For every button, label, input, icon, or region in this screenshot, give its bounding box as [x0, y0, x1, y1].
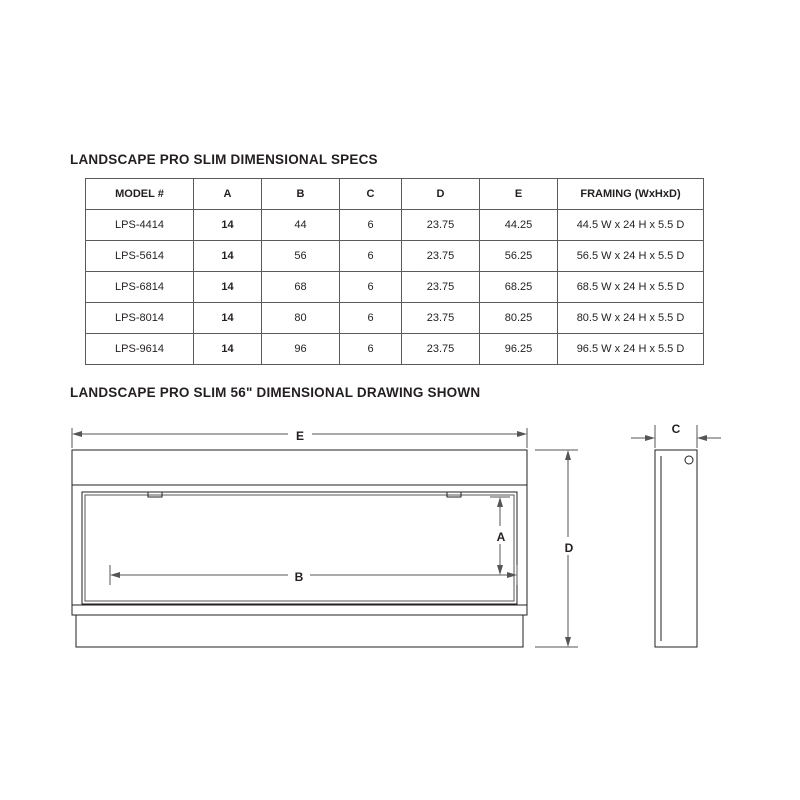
- arrow-a-bottom: [497, 565, 503, 575]
- dimensional-specs-table: [85, 178, 704, 365]
- front-bottom-trim: [72, 605, 527, 615]
- arrow-a-top: [497, 497, 503, 507]
- front-body-outline: [72, 485, 527, 615]
- column-header-a: A: [194, 179, 262, 210]
- dimensional-drawing: [0, 400, 800, 690]
- cell-e: 44.25: [480, 210, 558, 241]
- cell-d: 23.75: [402, 303, 480, 334]
- cell-b: 80: [262, 303, 340, 334]
- cell-d: 23.75: [402, 334, 480, 365]
- arrow-c-right: [697, 435, 707, 441]
- cell-model: LPS-4414: [86, 210, 194, 241]
- front-top-cap: [72, 450, 527, 485]
- cell-a: 14: [194, 303, 262, 334]
- cell-c: 6: [340, 303, 402, 334]
- side-vent-hole: [685, 456, 693, 464]
- cell-e: 56.25: [480, 241, 558, 272]
- table-row: [86, 303, 704, 334]
- table-row: [86, 210, 704, 241]
- arrow-e-left: [72, 431, 82, 437]
- cell-a: 14: [194, 272, 262, 303]
- cell-model: LPS-9614: [86, 334, 194, 365]
- cell-a: 14: [194, 334, 262, 365]
- cell-a: 14: [194, 241, 262, 272]
- cell-a: 14: [194, 210, 262, 241]
- cell-b: 56: [262, 241, 340, 272]
- cell-e: 80.25: [480, 303, 558, 334]
- table-row: [86, 334, 704, 365]
- cell-framing: 56.5 W x 24 H x 5.5 D: [558, 241, 704, 272]
- front-glass-opening: [82, 492, 517, 604]
- cell-model: LPS-6814: [86, 272, 194, 303]
- dim-label-c: C: [671, 422, 681, 436]
- cell-d: 23.75: [402, 210, 480, 241]
- specs-title: LANDSCAPE PRO SLIM DIMENSIONAL SPECS: [70, 152, 378, 167]
- arrow-b-left: [110, 572, 120, 578]
- dim-label-e: E: [295, 429, 305, 443]
- cell-framing: 96.5 W x 24 H x 5.5 D: [558, 334, 704, 365]
- table-row: [86, 272, 704, 303]
- cell-framing: 68.5 W x 24 H x 5.5 D: [558, 272, 704, 303]
- cell-c: 6: [340, 210, 402, 241]
- arrow-d-top: [565, 450, 571, 460]
- arrow-d-bottom: [565, 637, 571, 647]
- column-header-e: E: [480, 179, 558, 210]
- dim-label-d: D: [564, 541, 574, 555]
- dim-label-b: B: [294, 570, 304, 584]
- cell-e: 96.25: [480, 334, 558, 365]
- cell-b: 68: [262, 272, 340, 303]
- cell-c: 6: [340, 334, 402, 365]
- cell-b: 96: [262, 334, 340, 365]
- cell-c: 6: [340, 272, 402, 303]
- column-header-d: D: [402, 179, 480, 210]
- table-row: [86, 241, 704, 272]
- arrow-e-right: [517, 431, 527, 437]
- cell-model: LPS-8014: [86, 303, 194, 334]
- front-base: [76, 615, 523, 647]
- table-header-row: [86, 179, 704, 210]
- cell-d: 23.75: [402, 272, 480, 303]
- cell-c: 6: [340, 241, 402, 272]
- column-header-model: MODEL #: [86, 179, 194, 210]
- cell-b: 44: [262, 210, 340, 241]
- drawing-title: LANDSCAPE PRO SLIM 56" DIMENSIONAL DRAWING SHOWN: [70, 385, 481, 400]
- cell-model: LPS-5614: [86, 241, 194, 272]
- cell-d: 23.75: [402, 241, 480, 272]
- cell-e: 68.25: [480, 272, 558, 303]
- front-glass-inner-line: [85, 495, 514, 601]
- cell-framing: 80.5 W x 24 H x 5.5 D: [558, 303, 704, 334]
- column-header-framing: FRAMING (WxHxD): [558, 179, 704, 210]
- dim-label-a: A: [496, 530, 506, 544]
- column-header-c: C: [340, 179, 402, 210]
- cell-framing: 44.5 W x 24 H x 5.5 D: [558, 210, 704, 241]
- arrow-c-left: [645, 435, 655, 441]
- column-header-b: B: [262, 179, 340, 210]
